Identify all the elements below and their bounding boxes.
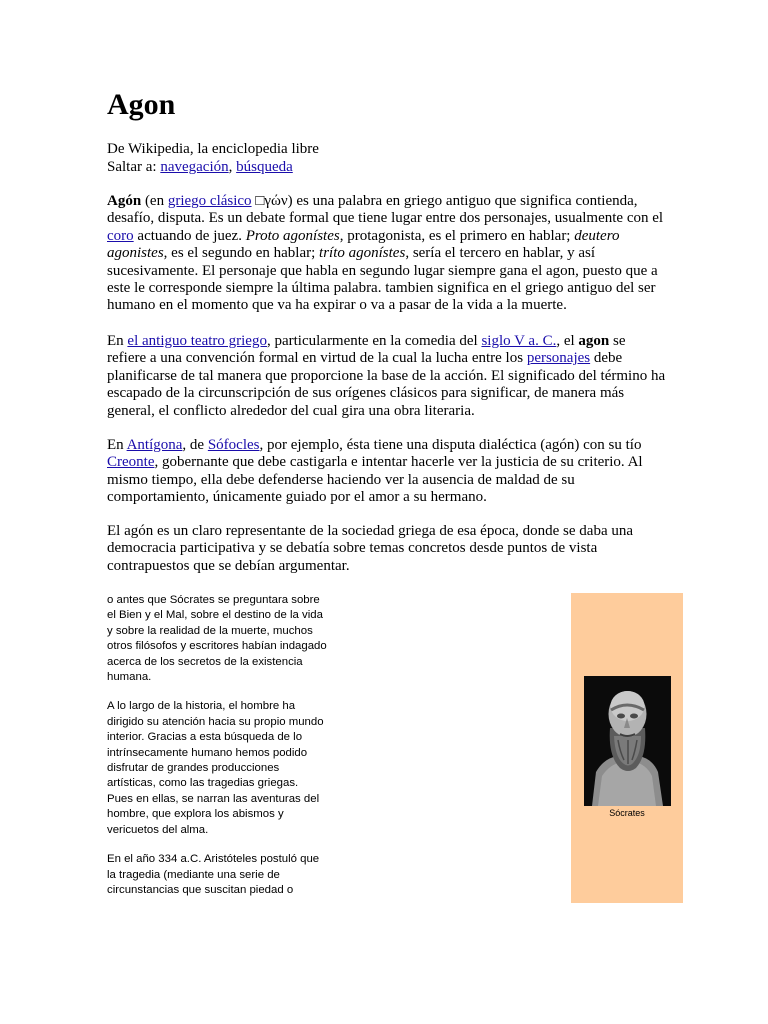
paragraph-2 xyxy=(107,333,667,420)
column-paragraph-1: o antes que Sócrates se preguntara sobre el Bien y el Mal, sobre el destino de la vida y sobre la realidad de la muerte, muchos otros filósofos y escritores habían indagado acerca de los secretos de la existencia humana. xyxy=(107,594,327,684)
antigone-link[interactable]: Antígona xyxy=(126,437,183,453)
sophocles-link[interactable]: Sófocles xyxy=(207,437,260,453)
jump-to-line xyxy=(107,158,667,176)
text-run: , sería el tercero en hablar, y así sucesivamente. El personaje que habla en segundo lugar siempre gana el agon, puesto que a este le corresponde siempre la última palabra. tambien significa en el griego antiguo del ser humano en el momento que va ha expirar o va a pasar de la vida a la muerte. xyxy=(107,245,658,314)
text-run: , es el segundo en hablar; xyxy=(163,245,320,262)
fifth-century-bc-link[interactable]: siglo V a. C. xyxy=(481,333,557,349)
jump-prefix: Saltar a: xyxy=(107,159,161,175)
paragraph-4: El agón es un claro representante de la sociedad griega de esa época, donde se daba una democracia participativa y se debatía sobre temas concretos desde puntos de vista contrapuestos que se debían argumentar. xyxy=(107,523,634,574)
text-run: , gobernante que debe castigarla e intentar hacerle ver la justicia de su criterio. Al mismo tiempo, ella debe defenderse haciendo ver la ausencia de maldad de su comportamiento, únicamente guiado por el amor a su hermano. xyxy=(107,454,643,506)
source-line: De Wikipedia, la enciclopedia libre xyxy=(107,141,319,157)
characters-link[interactable]: personajes xyxy=(526,350,591,367)
socrates-bust-image xyxy=(584,676,671,806)
column-paragraph-2: A lo largo de la historia, el hombre ha dirigido su atención hacia su propio mundo interior. Gracias a esta búsqueda de lo intrínsecamente humano hemos podido disfrutar de grandes producciones artísticas, como las tragedias griegas. Pues en ellas, se narran las aventuras del hombre, que explora los abismos y vericuetos del alma. xyxy=(107,700,324,836)
navigation-link[interactable]: navegación xyxy=(160,159,229,175)
text-run: , el xyxy=(556,333,579,349)
article-header-lines xyxy=(107,140,667,176)
text-run: se refiere a una convención formal en virtud de la cual la lucha entre los xyxy=(107,333,626,367)
term-bold: agon xyxy=(578,333,610,349)
column-paragraph-3: En el año 334 a.C. Aristóteles postuló que la tragedia (mediante una serie de circunstancias que suscitan piedad o xyxy=(107,853,320,896)
lead-term: Agón xyxy=(107,193,142,209)
text-run: debe planificarse de tal manera que proporcione la base de la acción. El significado del término ha escapado de la circunscripción de sus orígenes clásicos para significar, de manera más general, el conflicto alrededor del cual gira una obra literaria. xyxy=(107,350,666,419)
left-column-text xyxy=(107,593,327,912)
term-italic: tríto agonístes xyxy=(319,245,406,262)
paragraph-3 xyxy=(107,437,667,507)
search-link[interactable]: búsqueda xyxy=(236,159,293,175)
text-run: (en xyxy=(141,193,168,209)
socrates-bust-photo-icon xyxy=(584,676,671,806)
text-run: , de xyxy=(182,437,208,453)
creon-link[interactable]: Creonte xyxy=(107,454,155,471)
page-title: Agon xyxy=(107,88,176,121)
term-italic: deutero agonistes xyxy=(107,227,620,262)
term-italic: Proto agonístes xyxy=(245,227,340,244)
image-caption: Sócrates xyxy=(609,808,645,818)
paragraph-1 xyxy=(107,193,667,315)
jump-separator: , xyxy=(228,159,237,175)
text-run: actuando de juez. xyxy=(133,227,246,244)
text-run: □γών) es una palabra en griego antiguo que significa contienda, desafío, disputa. Es un debate formal que tiene lugar entre dos personajes, usualmente con el xyxy=(107,193,664,227)
text-run: , particularmente en la comedia del xyxy=(266,333,482,349)
text-run: En xyxy=(107,437,127,453)
text-run: En xyxy=(107,333,128,349)
text-run: , protagonista, es el primero en hablar; xyxy=(339,227,575,244)
classical-greek-link[interactable]: griego clásico xyxy=(167,193,252,209)
text-run: , por ejemplo, ésta tiene una disputa dialéctica (agón) con su tío xyxy=(259,437,642,453)
ancient-theatre-link[interactable]: el antiguo teatro griego xyxy=(127,333,267,349)
choir-link[interactable]: coro xyxy=(107,227,134,244)
